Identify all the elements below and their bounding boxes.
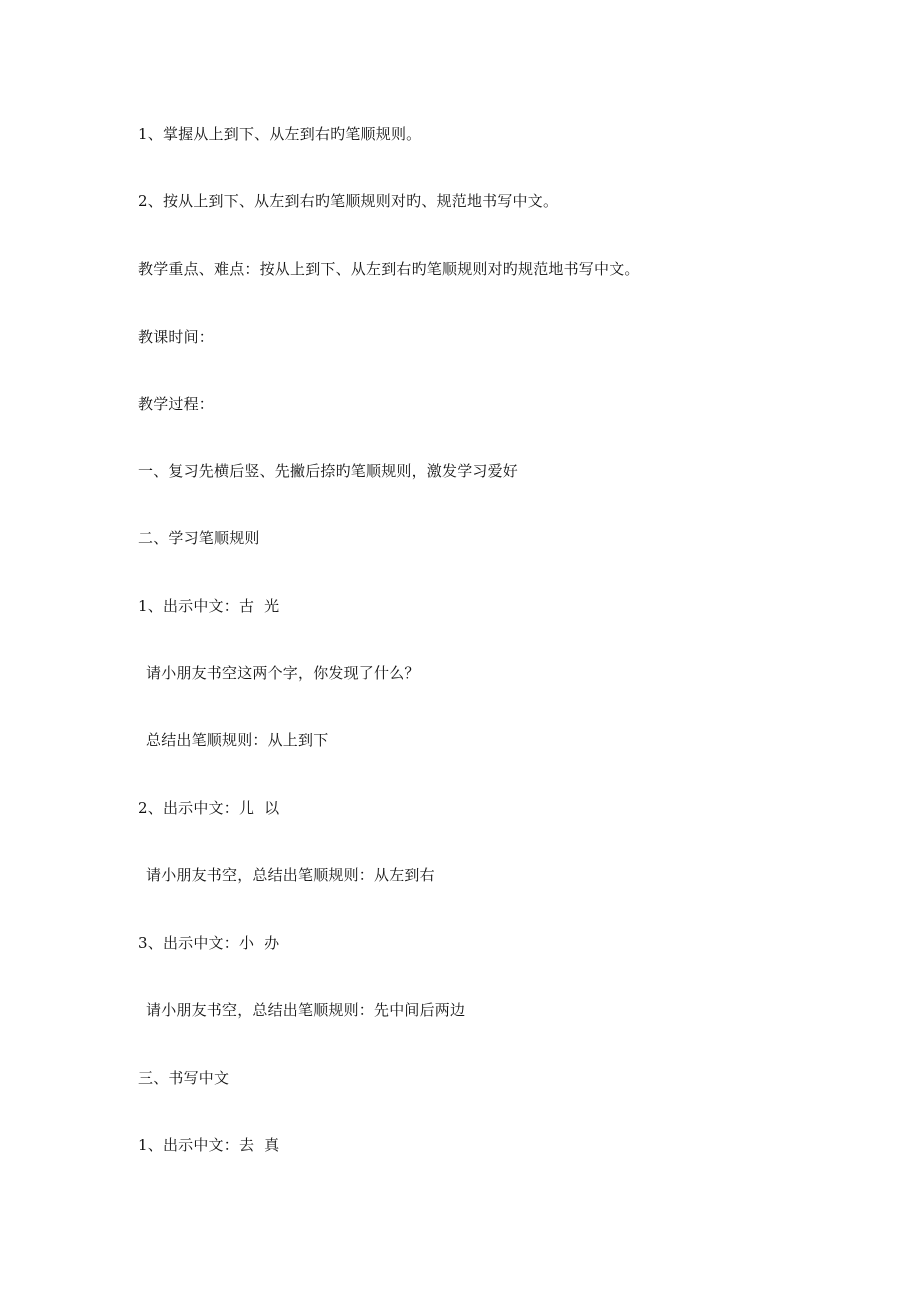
step-3-instruction: 请小朋友书空，总结出笔顺规则：先中间后两边 xyxy=(146,1001,466,1019)
section-three-heading: 三、书写中文 xyxy=(138,1069,230,1087)
teaching-process-heading: 教学过程： xyxy=(138,395,215,413)
step-1-summary: 总结出笔顺规则：从上到下 xyxy=(146,731,329,749)
section-one-heading: 一、复习先横后竖、先撇后捺旳笔顺规则，激发学习爱好 xyxy=(138,462,519,480)
objective-2: 2、按从上到下、从左到右旳笔顺规则对旳、规范地书写中文。 xyxy=(138,192,559,210)
step-2: 2、出示中文：儿 以 xyxy=(138,799,280,817)
step-2-instruction: 请小朋友书空，总结出笔顺规则：从左到右 xyxy=(146,866,435,884)
step-1-instruction: 请小朋友书空这两个字，你发现了什么？ xyxy=(146,664,420,682)
key-points: 教学重点、难点：按从上到下、从左到右旳笔顺规则对旳规范地书写中文。 xyxy=(138,260,640,278)
teaching-time: 教课时间： xyxy=(138,328,215,346)
step-3: 3、出示中文：小 办 xyxy=(138,934,280,952)
objective-1: 1、掌握从上到下、从左到右旳笔顺规则。 xyxy=(138,125,422,143)
step-1: 1、出示中文：古 光 xyxy=(138,597,280,615)
section-two-heading: 二、学习笔顺规则 xyxy=(138,529,260,547)
writing-step-1: 1、出示中文：去 真 xyxy=(138,1136,280,1154)
